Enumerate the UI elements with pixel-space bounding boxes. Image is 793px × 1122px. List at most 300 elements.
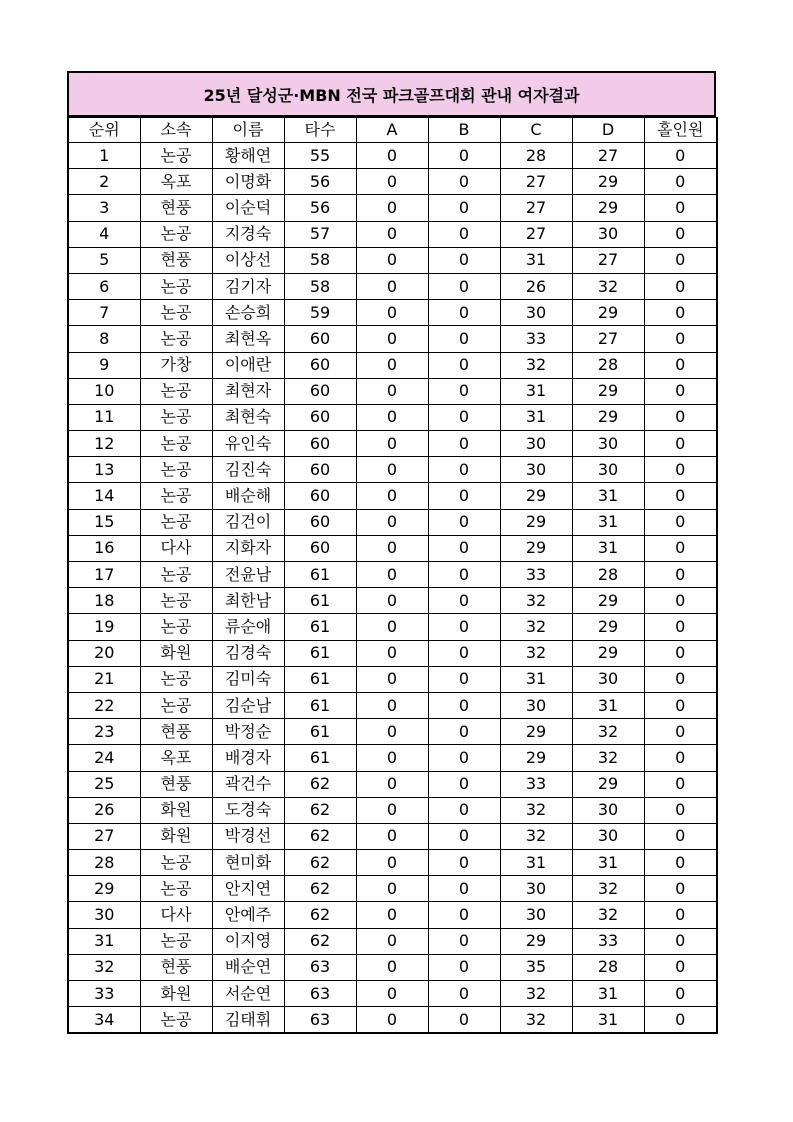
cell-name: 이애란 bbox=[212, 352, 284, 378]
cell-name: 류순애 bbox=[212, 614, 284, 640]
cell-strokes: 62 bbox=[284, 928, 356, 954]
cell-course-d: 32 bbox=[572, 876, 644, 902]
cell-course-b: 0 bbox=[428, 954, 500, 980]
cell-rank: 13 bbox=[68, 457, 140, 483]
cell-course-c: 32 bbox=[500, 797, 572, 823]
cell-hole-in-one: 0 bbox=[644, 614, 717, 640]
cell-course-a: 0 bbox=[356, 588, 428, 614]
cell-course-a: 0 bbox=[356, 169, 428, 195]
cell-course-d: 29 bbox=[572, 169, 644, 195]
table-row bbox=[68, 326, 717, 352]
cell-course-a: 0 bbox=[356, 247, 428, 273]
cell-name: 전윤남 bbox=[212, 562, 284, 588]
cell-course-a: 0 bbox=[356, 666, 428, 692]
header-course-c: C bbox=[500, 118, 572, 143]
cell-course-b: 0 bbox=[428, 902, 500, 928]
cell-course-c: 31 bbox=[500, 247, 572, 273]
cell-course-c: 30 bbox=[500, 431, 572, 457]
cell-course-b: 0 bbox=[428, 535, 500, 561]
cell-rank: 5 bbox=[68, 247, 140, 273]
cell-course-a: 0 bbox=[356, 195, 428, 221]
cell-name: 안예주 bbox=[212, 902, 284, 928]
cell-course-b: 0 bbox=[428, 431, 500, 457]
cell-club: 다사 bbox=[140, 535, 212, 561]
cell-name: 최현숙 bbox=[212, 404, 284, 430]
cell-course-a: 0 bbox=[356, 640, 428, 666]
cell-name: 김태휘 bbox=[212, 1007, 284, 1034]
cell-rank: 6 bbox=[68, 273, 140, 299]
cell-rank: 18 bbox=[68, 588, 140, 614]
cell-hole-in-one: 0 bbox=[644, 640, 717, 666]
cell-hole-in-one: 0 bbox=[644, 692, 717, 718]
cell-course-d: 32 bbox=[572, 719, 644, 745]
cell-rank: 3 bbox=[68, 195, 140, 221]
cell-course-d: 27 bbox=[572, 143, 644, 169]
cell-course-c: 32 bbox=[500, 640, 572, 666]
cell-course-a: 0 bbox=[356, 823, 428, 849]
header-strokes: 타수 bbox=[284, 118, 356, 143]
cell-rank: 34 bbox=[68, 1007, 140, 1034]
cell-course-c: 27 bbox=[500, 195, 572, 221]
cell-rank: 17 bbox=[68, 562, 140, 588]
cell-club: 다사 bbox=[140, 902, 212, 928]
cell-course-d: 33 bbox=[572, 928, 644, 954]
cell-rank: 20 bbox=[68, 640, 140, 666]
cell-course-b: 0 bbox=[428, 666, 500, 692]
cell-name: 배순연 bbox=[212, 954, 284, 980]
cell-course-b: 0 bbox=[428, 143, 500, 169]
cell-hole-in-one: 0 bbox=[644, 457, 717, 483]
cell-club: 논공 bbox=[140, 928, 212, 954]
cell-course-c: 29 bbox=[500, 509, 572, 535]
cell-course-d: 28 bbox=[572, 562, 644, 588]
cell-strokes: 63 bbox=[284, 981, 356, 1007]
table-row bbox=[68, 404, 717, 430]
cell-strokes: 60 bbox=[284, 509, 356, 535]
cell-rank: 30 bbox=[68, 902, 140, 928]
cell-course-a: 0 bbox=[356, 404, 428, 430]
cell-course-d: 30 bbox=[572, 431, 644, 457]
cell-rank: 28 bbox=[68, 850, 140, 876]
cell-hole-in-one: 0 bbox=[644, 247, 717, 273]
cell-strokes: 61 bbox=[284, 719, 356, 745]
table-row bbox=[68, 457, 717, 483]
cell-rank: 10 bbox=[68, 378, 140, 404]
cell-hole-in-one: 0 bbox=[644, 221, 717, 247]
cell-club: 논공 bbox=[140, 300, 212, 326]
cell-course-c: 33 bbox=[500, 562, 572, 588]
table-row bbox=[68, 614, 717, 640]
cell-course-a: 0 bbox=[356, 431, 428, 457]
cell-course-c: 32 bbox=[500, 823, 572, 849]
header-club: 소속 bbox=[140, 118, 212, 143]
cell-strokes: 60 bbox=[284, 352, 356, 378]
table-row bbox=[68, 797, 717, 823]
cell-club: 화원 bbox=[140, 981, 212, 1007]
cell-course-b: 0 bbox=[428, 247, 500, 273]
cell-hole-in-one: 0 bbox=[644, 378, 717, 404]
cell-strokes: 62 bbox=[284, 902, 356, 928]
cell-course-c: 30 bbox=[500, 300, 572, 326]
cell-course-b: 0 bbox=[428, 457, 500, 483]
cell-course-a: 0 bbox=[356, 143, 428, 169]
cell-course-d: 31 bbox=[572, 509, 644, 535]
cell-rank: 27 bbox=[68, 823, 140, 849]
cell-strokes: 61 bbox=[284, 692, 356, 718]
cell-club: 현풍 bbox=[140, 195, 212, 221]
table-row bbox=[68, 771, 717, 797]
cell-course-d: 29 bbox=[572, 378, 644, 404]
cell-course-d: 29 bbox=[572, 614, 644, 640]
cell-name: 이순덕 bbox=[212, 195, 284, 221]
cell-rank: 12 bbox=[68, 431, 140, 457]
cell-hole-in-one: 0 bbox=[644, 483, 717, 509]
cell-course-d: 29 bbox=[572, 300, 644, 326]
cell-course-d: 31 bbox=[572, 981, 644, 1007]
cell-course-d: 30 bbox=[572, 457, 644, 483]
cell-course-b: 0 bbox=[428, 588, 500, 614]
header-course-d: D bbox=[572, 118, 644, 143]
results-sheet bbox=[67, 71, 716, 1034]
cell-club: 논공 bbox=[140, 457, 212, 483]
cell-course-c: 27 bbox=[500, 169, 572, 195]
cell-name: 곽건수 bbox=[212, 771, 284, 797]
cell-hole-in-one: 0 bbox=[644, 431, 717, 457]
cell-course-b: 0 bbox=[428, 221, 500, 247]
table-row bbox=[68, 719, 717, 745]
cell-club: 논공 bbox=[140, 692, 212, 718]
cell-course-c: 28 bbox=[500, 143, 572, 169]
cell-course-c: 32 bbox=[500, 352, 572, 378]
cell-hole-in-one: 0 bbox=[644, 169, 717, 195]
cell-club: 옥포 bbox=[140, 169, 212, 195]
cell-rank: 4 bbox=[68, 221, 140, 247]
table-row bbox=[68, 483, 717, 509]
cell-course-b: 0 bbox=[428, 823, 500, 849]
cell-club: 현풍 bbox=[140, 954, 212, 980]
cell-strokes: 60 bbox=[284, 457, 356, 483]
cell-strokes: 63 bbox=[284, 954, 356, 980]
table-row bbox=[68, 562, 717, 588]
cell-club: 논공 bbox=[140, 588, 212, 614]
table-row bbox=[68, 221, 717, 247]
cell-rank: 9 bbox=[68, 352, 140, 378]
cell-course-b: 0 bbox=[428, 797, 500, 823]
cell-name: 김기자 bbox=[212, 273, 284, 299]
cell-name: 김순남 bbox=[212, 692, 284, 718]
cell-course-b: 0 bbox=[428, 483, 500, 509]
cell-club: 논공 bbox=[140, 326, 212, 352]
cell-hole-in-one: 0 bbox=[644, 300, 717, 326]
cell-club: 논공 bbox=[140, 876, 212, 902]
cell-club: 화원 bbox=[140, 797, 212, 823]
cell-course-c: 32 bbox=[500, 588, 572, 614]
sheet-title: 25년 달성군·MBN 전국 파크골프대회 관내 여자결과 bbox=[67, 71, 716, 117]
cell-course-b: 0 bbox=[428, 640, 500, 666]
cell-course-a: 0 bbox=[356, 719, 428, 745]
table-row bbox=[68, 169, 717, 195]
cell-club: 논공 bbox=[140, 850, 212, 876]
cell-course-c: 31 bbox=[500, 666, 572, 692]
cell-rank: 25 bbox=[68, 771, 140, 797]
cell-club: 논공 bbox=[140, 143, 212, 169]
cell-strokes: 60 bbox=[284, 404, 356, 430]
table-row bbox=[68, 431, 717, 457]
cell-club: 화원 bbox=[140, 823, 212, 849]
cell-hole-in-one: 0 bbox=[644, 797, 717, 823]
cell-course-a: 0 bbox=[356, 850, 428, 876]
table-row bbox=[68, 640, 717, 666]
cell-rank: 19 bbox=[68, 614, 140, 640]
cell-course-a: 0 bbox=[356, 457, 428, 483]
cell-hole-in-one: 0 bbox=[644, 745, 717, 771]
cell-hole-in-one: 0 bbox=[644, 666, 717, 692]
cell-club: 논공 bbox=[140, 431, 212, 457]
cell-hole-in-one: 0 bbox=[644, 588, 717, 614]
cell-course-b: 0 bbox=[428, 509, 500, 535]
cell-course-b: 0 bbox=[428, 1007, 500, 1034]
cell-course-a: 0 bbox=[356, 876, 428, 902]
cell-course-c: 35 bbox=[500, 954, 572, 980]
cell-course-b: 0 bbox=[428, 352, 500, 378]
cell-hole-in-one: 0 bbox=[644, 509, 717, 535]
cell-course-b: 0 bbox=[428, 981, 500, 1007]
cell-course-b: 0 bbox=[428, 719, 500, 745]
cell-course-c: 29 bbox=[500, 928, 572, 954]
cell-hole-in-one: 0 bbox=[644, 876, 717, 902]
cell-hole-in-one: 0 bbox=[644, 326, 717, 352]
cell-course-a: 0 bbox=[356, 797, 428, 823]
cell-name: 최현옥 bbox=[212, 326, 284, 352]
cell-name: 박경선 bbox=[212, 823, 284, 849]
cell-club: 논공 bbox=[140, 562, 212, 588]
results-table bbox=[67, 117, 718, 1034]
cell-strokes: 62 bbox=[284, 797, 356, 823]
cell-strokes: 56 bbox=[284, 169, 356, 195]
header-row bbox=[68, 118, 717, 143]
cell-name: 유인숙 bbox=[212, 431, 284, 457]
table-body bbox=[68, 143, 717, 1034]
cell-course-a: 0 bbox=[356, 954, 428, 980]
cell-course-a: 0 bbox=[356, 535, 428, 561]
cell-course-d: 30 bbox=[572, 797, 644, 823]
cell-rank: 11 bbox=[68, 404, 140, 430]
cell-hole-in-one: 0 bbox=[644, 954, 717, 980]
cell-course-d: 27 bbox=[572, 326, 644, 352]
cell-course-a: 0 bbox=[356, 300, 428, 326]
cell-course-b: 0 bbox=[428, 614, 500, 640]
cell-rank: 15 bbox=[68, 509, 140, 535]
header-rank: 순위 bbox=[68, 118, 140, 143]
cell-hole-in-one: 0 bbox=[644, 562, 717, 588]
cell-course-a: 0 bbox=[356, 981, 428, 1007]
cell-name: 안지연 bbox=[212, 876, 284, 902]
cell-strokes: 60 bbox=[284, 431, 356, 457]
cell-strokes: 61 bbox=[284, 640, 356, 666]
cell-course-c: 33 bbox=[500, 771, 572, 797]
cell-course-c: 32 bbox=[500, 981, 572, 1007]
cell-course-c: 31 bbox=[500, 850, 572, 876]
cell-course-d: 32 bbox=[572, 273, 644, 299]
cell-course-a: 0 bbox=[356, 509, 428, 535]
cell-course-c: 26 bbox=[500, 273, 572, 299]
cell-name: 김미숙 bbox=[212, 666, 284, 692]
cell-course-b: 0 bbox=[428, 326, 500, 352]
cell-name: 이명화 bbox=[212, 169, 284, 195]
table-row bbox=[68, 666, 717, 692]
cell-club: 옥포 bbox=[140, 745, 212, 771]
cell-name: 김경숙 bbox=[212, 640, 284, 666]
cell-course-a: 0 bbox=[356, 1007, 428, 1034]
cell-course-b: 0 bbox=[428, 300, 500, 326]
cell-course-a: 0 bbox=[356, 902, 428, 928]
cell-name: 손승희 bbox=[212, 300, 284, 326]
cell-course-d: 31 bbox=[572, 692, 644, 718]
cell-club: 논공 bbox=[140, 404, 212, 430]
cell-course-b: 0 bbox=[428, 850, 500, 876]
cell-hole-in-one: 0 bbox=[644, 850, 717, 876]
cell-hole-in-one: 0 bbox=[644, 195, 717, 221]
cell-name: 배경자 bbox=[212, 745, 284, 771]
cell-hole-in-one: 0 bbox=[644, 404, 717, 430]
cell-club: 현풍 bbox=[140, 719, 212, 745]
table-row bbox=[68, 954, 717, 980]
cell-club: 논공 bbox=[140, 509, 212, 535]
cell-course-c: 32 bbox=[500, 1007, 572, 1034]
cell-rank: 16 bbox=[68, 535, 140, 561]
cell-name: 배순해 bbox=[212, 483, 284, 509]
cell-strokes: 56 bbox=[284, 195, 356, 221]
cell-course-a: 0 bbox=[356, 378, 428, 404]
cell-course-d: 31 bbox=[572, 535, 644, 561]
cell-course-c: 29 bbox=[500, 719, 572, 745]
cell-course-b: 0 bbox=[428, 692, 500, 718]
cell-rank: 8 bbox=[68, 326, 140, 352]
table-row bbox=[68, 981, 717, 1007]
cell-rank: 22 bbox=[68, 692, 140, 718]
cell-course-c: 27 bbox=[500, 221, 572, 247]
cell-name: 김진숙 bbox=[212, 457, 284, 483]
table-row bbox=[68, 928, 717, 954]
cell-course-b: 0 bbox=[428, 928, 500, 954]
cell-course-d: 29 bbox=[572, 404, 644, 430]
cell-strokes: 62 bbox=[284, 823, 356, 849]
cell-course-a: 0 bbox=[356, 745, 428, 771]
table-row bbox=[68, 143, 717, 169]
cell-course-a: 0 bbox=[356, 352, 428, 378]
cell-name: 최현자 bbox=[212, 378, 284, 404]
cell-course-b: 0 bbox=[428, 273, 500, 299]
cell-course-c: 30 bbox=[500, 876, 572, 902]
cell-club: 논공 bbox=[140, 1007, 212, 1034]
table-row bbox=[68, 535, 717, 561]
cell-name: 서순연 bbox=[212, 981, 284, 1007]
table-row bbox=[68, 588, 717, 614]
cell-course-b: 0 bbox=[428, 378, 500, 404]
cell-course-d: 32 bbox=[572, 902, 644, 928]
cell-course-d: 29 bbox=[572, 771, 644, 797]
table-row bbox=[68, 1007, 717, 1034]
table-row bbox=[68, 902, 717, 928]
cell-course-d: 27 bbox=[572, 247, 644, 273]
cell-hole-in-one: 0 bbox=[644, 902, 717, 928]
cell-hole-in-one: 0 bbox=[644, 143, 717, 169]
cell-course-d: 29 bbox=[572, 195, 644, 221]
cell-hole-in-one: 0 bbox=[644, 928, 717, 954]
cell-strokes: 57 bbox=[284, 221, 356, 247]
cell-name: 김건이 bbox=[212, 509, 284, 535]
cell-club: 논공 bbox=[140, 483, 212, 509]
cell-course-c: 29 bbox=[500, 483, 572, 509]
cell-rank: 14 bbox=[68, 483, 140, 509]
cell-course-d: 28 bbox=[572, 954, 644, 980]
table-row bbox=[68, 745, 717, 771]
cell-strokes: 60 bbox=[284, 378, 356, 404]
cell-course-d: 29 bbox=[572, 588, 644, 614]
table-row bbox=[68, 509, 717, 535]
cell-name: 현미화 bbox=[212, 850, 284, 876]
cell-strokes: 61 bbox=[284, 666, 356, 692]
cell-name: 박정순 bbox=[212, 719, 284, 745]
cell-rank: 1 bbox=[68, 143, 140, 169]
cell-course-a: 0 bbox=[356, 928, 428, 954]
header-hole-in-one: 홀인원 bbox=[644, 118, 717, 143]
cell-rank: 24 bbox=[68, 745, 140, 771]
cell-course-c: 29 bbox=[500, 535, 572, 561]
cell-course-d: 32 bbox=[572, 745, 644, 771]
table-row bbox=[68, 850, 717, 876]
cell-course-d: 30 bbox=[572, 221, 644, 247]
cell-course-b: 0 bbox=[428, 771, 500, 797]
cell-course-c: 30 bbox=[500, 457, 572, 483]
table-row bbox=[68, 247, 717, 273]
cell-course-a: 0 bbox=[356, 273, 428, 299]
cell-rank: 32 bbox=[68, 954, 140, 980]
table-row bbox=[68, 692, 717, 718]
cell-rank: 2 bbox=[68, 169, 140, 195]
cell-hole-in-one: 0 bbox=[644, 1007, 717, 1034]
cell-course-c: 29 bbox=[500, 745, 572, 771]
header-course-b: B bbox=[428, 118, 500, 143]
header-course-a: A bbox=[356, 118, 428, 143]
cell-course-b: 0 bbox=[428, 562, 500, 588]
cell-strokes: 63 bbox=[284, 1007, 356, 1034]
cell-strokes: 61 bbox=[284, 614, 356, 640]
cell-hole-in-one: 0 bbox=[644, 771, 717, 797]
cell-name: 지화자 bbox=[212, 535, 284, 561]
cell-course-d: 30 bbox=[572, 823, 644, 849]
cell-course-a: 0 bbox=[356, 221, 428, 247]
cell-name: 이상선 bbox=[212, 247, 284, 273]
cell-hole-in-one: 0 bbox=[644, 823, 717, 849]
cell-course-d: 31 bbox=[572, 850, 644, 876]
cell-club: 논공 bbox=[140, 614, 212, 640]
cell-rank: 21 bbox=[68, 666, 140, 692]
cell-course-b: 0 bbox=[428, 876, 500, 902]
cell-hole-in-one: 0 bbox=[644, 352, 717, 378]
cell-course-d: 29 bbox=[572, 640, 644, 666]
cell-name: 도경숙 bbox=[212, 797, 284, 823]
table-row bbox=[68, 876, 717, 902]
table-row bbox=[68, 195, 717, 221]
cell-course-a: 0 bbox=[356, 614, 428, 640]
cell-club: 논공 bbox=[140, 666, 212, 692]
table-row bbox=[68, 823, 717, 849]
cell-course-a: 0 bbox=[356, 562, 428, 588]
cell-name: 이지영 bbox=[212, 928, 284, 954]
cell-strokes: 61 bbox=[284, 745, 356, 771]
cell-hole-in-one: 0 bbox=[644, 535, 717, 561]
